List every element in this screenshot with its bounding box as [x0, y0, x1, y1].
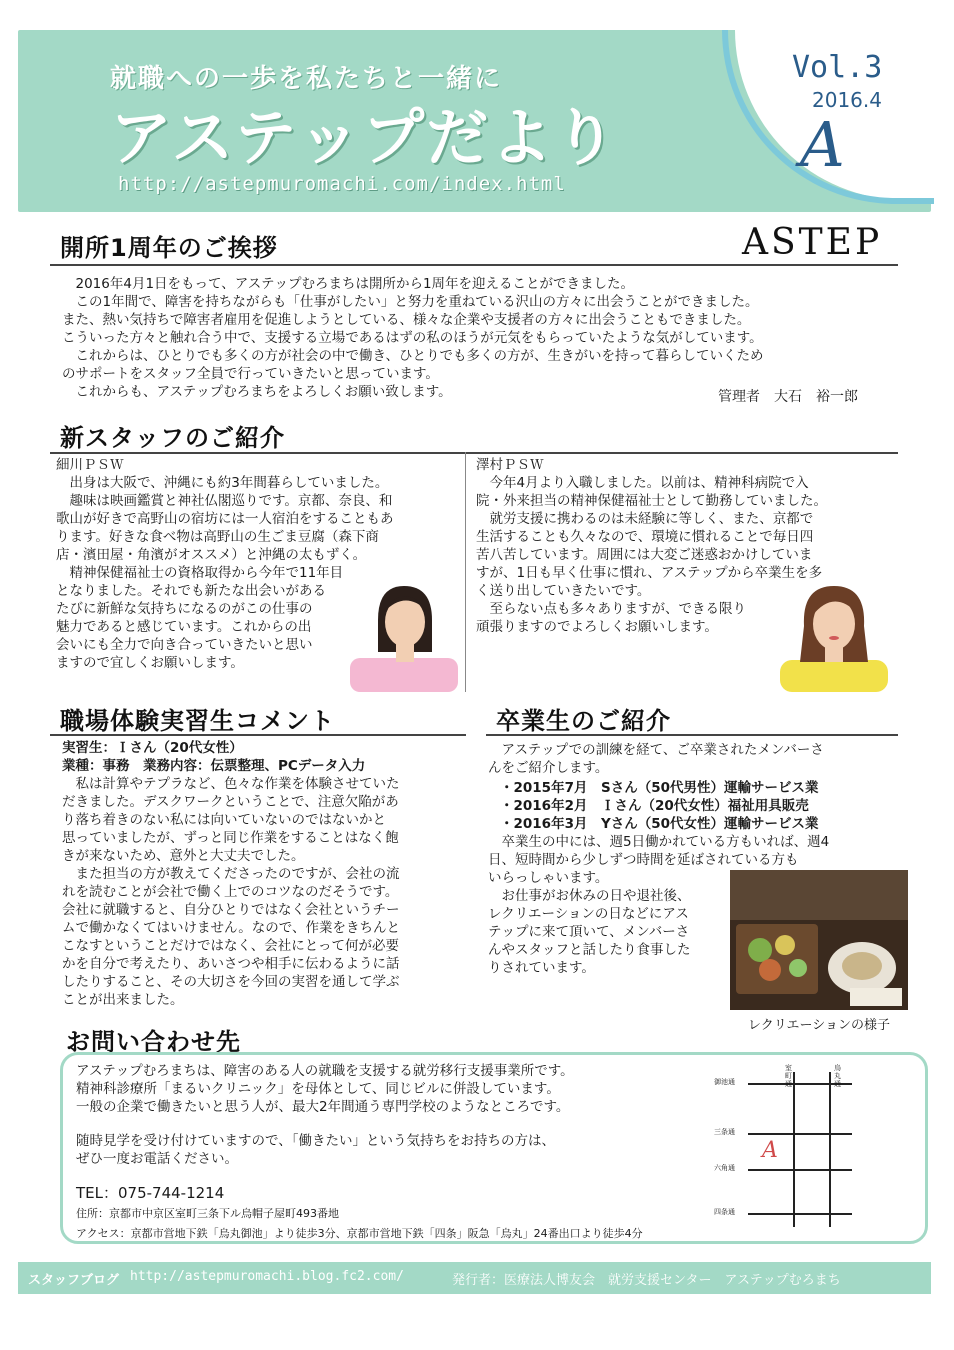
text-line: こなすということだけではなく、会社にとって何が必要 — [62, 938, 399, 954]
text-line: 私は計算やテプラなど、色々な作業を体験させていた — [62, 776, 400, 792]
anniversary-divider — [50, 264, 898, 266]
contact-visit-note — [76, 1132, 696, 1168]
trainee-divider — [50, 734, 466, 736]
map-label-rokkaku: 六角通 — [714, 1164, 735, 1172]
text-line: 精神科診療所「まるいクリニック」を母体として、同じビルに併設しています。 — [76, 1081, 560, 1097]
text-line: り落ち着きのない私には向いていないのではないかと — [62, 812, 386, 828]
text-line: ムで働かなくてはいけません。なので、作業をきちんと — [62, 920, 401, 936]
text-line: ますので宜しくお願いします。 — [56, 655, 244, 671]
website-url[interactable]: http://astepmuromachi.com/index.html — [118, 173, 566, 195]
graduates-list — [500, 779, 900, 833]
text-line: 今年4月より入職しました。以前は、精神科病院で入 — [476, 475, 809, 491]
volume-number: Vol.3 — [792, 50, 883, 85]
text-line: 頑張りますのでよろしくお願いします。 — [476, 619, 718, 635]
text-line: すが、1日も早く仕事に慣れ、アステップから卒業生を多 — [476, 565, 823, 581]
text-line: これからも、アステップむろまちをよろしくお願い致します。 — [62, 384, 452, 400]
recreation-photo — [730, 870, 908, 1010]
text-line: 日、短時間から少しずつ時間を延ばされている方も — [488, 852, 799, 868]
text-line: 魅力であると感じています。これからの出 — [56, 619, 312, 635]
text-line: レクリエーションの日などにアス — [488, 906, 689, 922]
text-line: アステップむろまちは、障害のある人の就職を支援する就労移行支援事業所です。 — [76, 1063, 574, 1079]
text-line: となりました。それでも新たな出会いがある — [56, 583, 326, 599]
map-label-karasuma: 烏丸通 — [834, 1064, 841, 1088]
trainee-info-person: 実習生：Ｉさん（20代女性） — [62, 740, 243, 756]
text-line: んやスタッフと話したり食事した — [488, 942, 691, 958]
text-line: きが来ないため、意外と大丈夫でした。 — [62, 848, 305, 864]
astep-a-logo: A — [800, 108, 845, 181]
text-line: アステップでの訓練を経て、ご卒業されたメンバーさ — [488, 742, 824, 758]
new-staff-divider — [50, 452, 898, 454]
text-line: んをご紹介します。 — [488, 760, 609, 776]
text-line: いらっしゃいます。 — [488, 870, 609, 886]
text-line: この1年間で、障害を持ちながらも「仕事がしたい」と努力を重ねている沢山の方々に出会うことができました。 — [62, 294, 759, 310]
staff1-portrait — [350, 580, 458, 692]
footer-publisher: 発行者：医療法人博友会 就労支援センター アステップむろまち — [452, 1273, 841, 1288]
text-line: のサポートをスタッフ全員で行っていきたいと思っています。 — [62, 366, 439, 382]
graduates-heading: 卒業生のご紹介 — [496, 707, 671, 735]
text-line: また担当の方が教えてくださったのですが、会社の流 — [62, 866, 400, 882]
graduate-item: ・2016年2月 Ｉさん（20代女性）福祉用具販売 — [500, 798, 809, 814]
header-subtitle: 就職への一歩を私たちと一緒に — [110, 64, 503, 94]
text-line: く送り出していきたいです。 — [476, 583, 651, 599]
text-line: 卒業生の中には、週5日働かれている方もいれば、週4 — [488, 834, 830, 850]
text-line: これからは、ひとりでも多くの方が社会の中で働き、ひとりでも多くの方が、生きがいを持って暮らしていくため — [62, 348, 764, 364]
astep-logo: ASTEP — [742, 222, 883, 263]
staff2-portrait — [776, 580, 892, 692]
footer-blog-label: スタッフブログ — [28, 1273, 120, 1288]
contact-phone[interactable]: TEL：075-744-1214 — [76, 1184, 225, 1202]
text-line: したりすること、その大切さを今回の実習を通して学ぶ — [62, 974, 400, 990]
text-line: だきました。デスクワークということで、注意欠陥があ — [62, 794, 399, 810]
anniversary-heading: 開所1周年のご挨拶 — [60, 234, 278, 262]
text-line: 2016年4月1日をもって、アステップむろまちは開所から1周年を迎えることができました。 — [62, 276, 635, 292]
contact-access: アクセス：京都市営地下鉄「烏丸御池」より徒歩3分、京都市営地下鉄「四条」阪急「烏丸」24番出口より徒歩4分 — [76, 1227, 643, 1240]
anniversary-body — [62, 275, 902, 401]
text-line: 随時見学を受け付けていますので、「働きたい」という気持ちをお持ちの方は、 — [76, 1133, 555, 1149]
staff1-name: 細川ＰＳＷ — [56, 457, 124, 473]
text-line: 出身は大阪で、沖縄にも約3年間暮らしていました。 — [56, 475, 389, 491]
graduate-item: ・2016年3月 Yさん（50代女性）運輸サービス業 — [500, 816, 819, 832]
text-line: お仕事がお休みの日や退社後、 — [488, 888, 691, 904]
graduate-item: ・2015年7月 Sさん（50代男性）運輸サービス業 — [500, 780, 819, 796]
footer-blog-url[interactable]: http://astepmuromachi.blog.fc2.com/ — [130, 1269, 404, 1284]
text-line: 店・濱田屋・角濱がオススメ）と沖縄の太もずく。 — [56, 547, 367, 563]
text-line: 思っていましたが、ずっと同じ作業をすることはなく飽 — [62, 830, 399, 846]
text-line: 会いにも全力で向き合っていきたいと思い — [56, 637, 313, 653]
text-line: 至らない点も多々ありますが、できる限り — [476, 601, 746, 617]
text-line: また、熱い気持ちで障害者雇用を促進しようとしている、様々な企業や支援者の方々に出会うこともできました。 — [62, 312, 751, 328]
text-line: 一般の企業で働きたいと思う人が、最大2年間通う専門学校のようなところです。 — [76, 1099, 570, 1115]
text-line: 就労支援に携わるのは未経験に等しく、また、京都で — [476, 511, 814, 527]
map-label-muromachi: 室町通 — [785, 1064, 792, 1088]
map-location-marker: A — [762, 1138, 778, 1163]
graduates-divider — [486, 734, 898, 736]
text-line: 会社に就職すると、自分ひとりではなく会社というチー — [62, 902, 400, 918]
map-label-sanjo: 三条通 — [714, 1128, 735, 1136]
trainee-info-work: 業種：事務 業務内容：伝票整理、PCデータ入力 — [62, 758, 366, 774]
contact-description — [76, 1062, 696, 1116]
text-line: ぜひ一度お電話ください。 — [76, 1151, 238, 1167]
text-line: ります。好きな食べ物は高野山の生ごま豆腐（森下商 — [56, 529, 379, 545]
text-line: 院・外来担当の精神保健福祉士として勤務していました。 — [476, 493, 827, 509]
new-staff-heading: 新スタッフのご紹介 — [60, 424, 285, 452]
text-line: ことが出来ました。 — [62, 992, 184, 1008]
text-line: 歌山が好きで高野山の宿坊には一人宿泊をすることもあ — [56, 511, 394, 527]
graduates-intro — [488, 741, 898, 777]
text-line: 苦八苦しています。周囲には大変ご迷惑おかけしていま — [476, 547, 813, 563]
text-line: かを自分で考えたり、あいさつや相手に伝わるように話 — [62, 956, 400, 972]
text-line: テップに来て頂いて、メンバーさ — [488, 924, 690, 940]
map-label-oike: 御池通 — [714, 1078, 735, 1086]
anniversary-signature: 管理者 大石 裕一郎 — [718, 389, 858, 405]
issue-date: 2016.4 — [812, 88, 882, 112]
trainee-heading: 職場体験実習生コメント — [60, 707, 335, 735]
newsletter-title: アステップだより — [110, 101, 619, 174]
recreation-photo-caption: レクリエーションの様子 — [748, 1018, 890, 1033]
text-line: りされています。 — [488, 960, 595, 976]
text-line: れを読むことが会社で働く上でのコツなのだそうです。 — [62, 884, 399, 900]
text-line: 精神保健福祉士の資格取得から今年で11年目 — [56, 565, 344, 581]
staff2-name: 澤村ＰＳＷ — [476, 457, 544, 473]
contact-heading: お問い合わせ先 — [66, 1028, 241, 1056]
map-label-shijo: 四条通 — [714, 1208, 735, 1216]
text-line: 生活することも久々なので、環境に慣れることで毎日四 — [476, 529, 814, 545]
footer-bar — [18, 1262, 931, 1294]
trainee-comment — [62, 775, 462, 1009]
text-line: 趣味は映画鑑賞と神社仏閣巡りです。京都、奈良、和 — [56, 493, 393, 509]
text-line: たびに新鮮な気持ちになるのがこの仕事の — [56, 601, 313, 617]
text-line: こういった方々と触れ合う中で、支援する立場であるはずの私のほうが元気をもらっていたような気がしています。 — [62, 330, 763, 346]
contact-address: 住所：京都市中京区室町三条下ル烏帽子屋町493番地 — [76, 1207, 339, 1220]
